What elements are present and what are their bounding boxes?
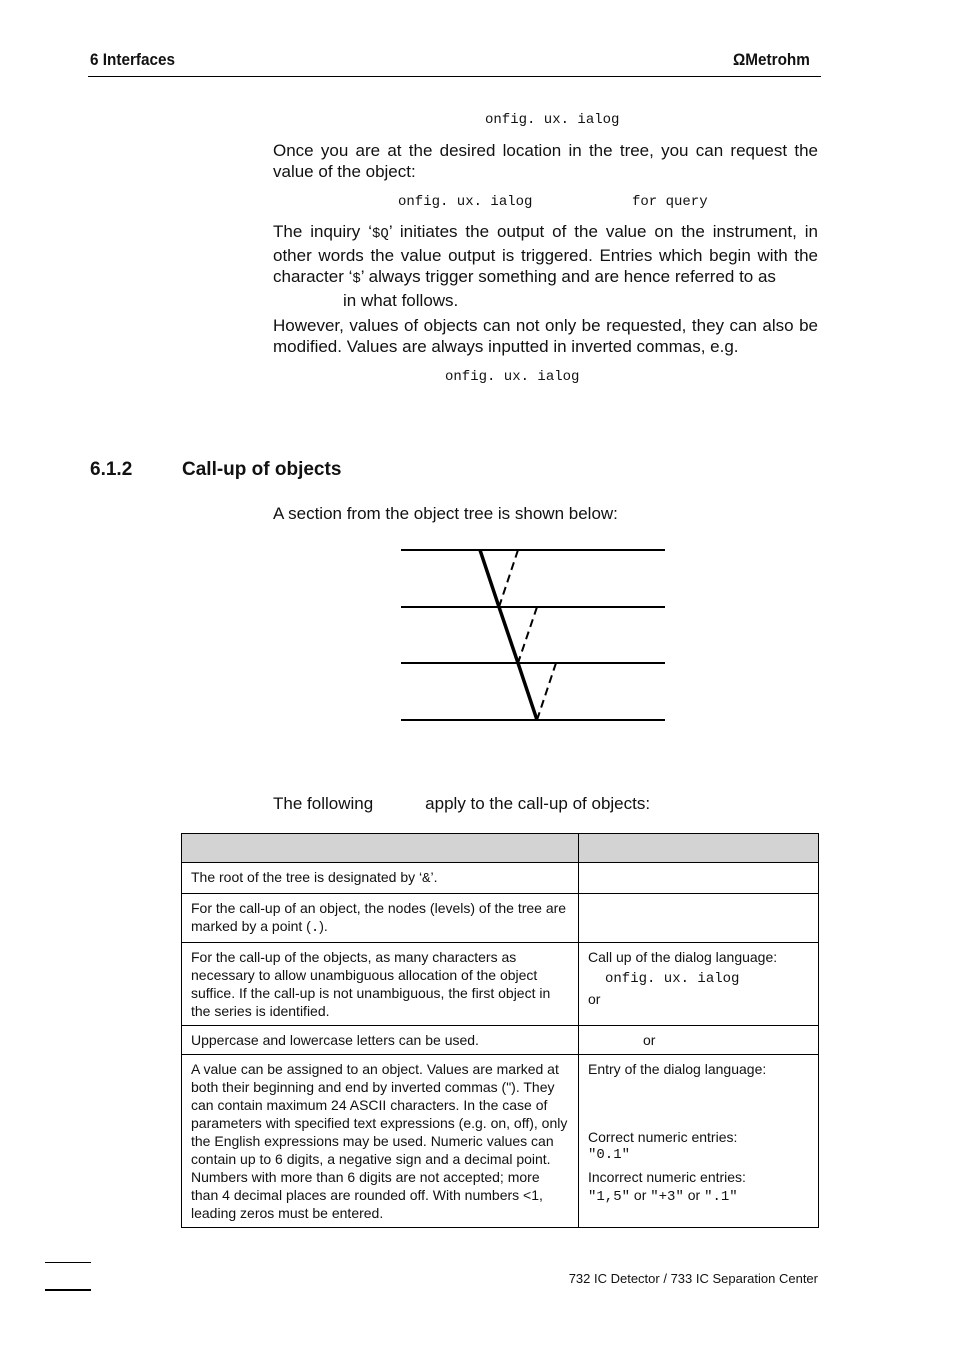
paragraph-inquiry-text-a: The inquiry ‘	[273, 222, 372, 241]
incorrect-code-2: "+3"	[650, 1189, 684, 1205]
rule-text-end: ’.	[430, 869, 438, 885]
header-rule	[88, 76, 821, 77]
tree-branch-dashed-2	[518, 607, 537, 663]
incorrect-examples	[588, 1186, 809, 1206]
rules-intro-a: The following	[273, 794, 374, 813]
example-cell	[579, 863, 819, 894]
example-or: or	[588, 991, 601, 1007]
example-cell	[579, 1055, 819, 1228]
example-cell	[579, 894, 819, 943]
table-header-example	[579, 834, 819, 863]
incorrect-code-1: "1,5"	[588, 1189, 631, 1205]
paragraph-inquiry-text-c: ’ always trigger something and are hence referred to as	[360, 267, 776, 286]
metrohm-logo: ΩMetrohm	[733, 50, 810, 69]
rule-code: .	[310, 920, 320, 936]
example-label: Entry of the dialog language:	[588, 1061, 767, 1077]
rule-cell: A value can be assigned to an object. Values are marked at both their beginning and end by inverted commas ("). They can contain maximum 24 ASCII characters. In the case of parameters with specified text expressions (e.g. on, off), only the English expressions may be used. Numeric values can contain up to 6 digits, a negative sign and a decimal point. Numbers with more than 6 digits are not accepted; more than 4 decimal places are rounded off. With numbers <1, leading zeros must be entered.	[182, 1055, 579, 1228]
table-header-row	[182, 834, 819, 863]
section-title: Call-up of objects	[182, 459, 342, 480]
paragraph-inquiry-text-d: in what follows.	[343, 291, 459, 310]
table-row	[182, 863, 819, 894]
example-label: Call up of the dialog language:	[588, 949, 778, 965]
rule-text: The root of the tree is designated by ‘	[191, 869, 423, 885]
rule-text-end: ).	[319, 918, 328, 934]
tree-branch-dashed-3	[537, 663, 556, 720]
rules-table	[181, 833, 819, 1228]
rules-intro	[273, 794, 650, 814]
tree-branch-solid-1	[480, 550, 499, 607]
incorrect-label: Incorrect numeric entries:	[588, 1169, 746, 1185]
table-row	[182, 943, 819, 1026]
paragraph-inquiry	[273, 221, 818, 311]
table-row	[182, 1055, 819, 1228]
incorrect-code-3: ".1"	[704, 1189, 738, 1205]
paragraph-modify: However, values of objects can not only be requested, they can also be modified. Values are always inputted in inverted commas, e.g.	[273, 316, 818, 356]
tree-branch-solid-3	[518, 663, 537, 720]
rule-cell	[182, 863, 579, 894]
table-header-rule	[182, 834, 579, 863]
rule-cell	[182, 894, 579, 943]
example-cell	[579, 943, 819, 1026]
rules-intro-b: apply to the call-up of objects:	[425, 794, 651, 813]
tree-branch-solid-2	[499, 607, 518, 663]
example-or: or	[643, 1032, 656, 1048]
table-row	[182, 894, 819, 943]
table-row	[182, 1026, 819, 1055]
code-example-3: onfig. ux. ialog	[445, 369, 580, 385]
rule-code: &	[422, 871, 431, 887]
footer-rule-top	[45, 1262, 91, 1263]
example-code: onfig. ux. ialog	[605, 971, 740, 987]
footer-product-name: 732 IC Detector / 733 IC Separation Center	[568, 1271, 818, 1286]
incorrect-or-1: or	[633, 1187, 647, 1203]
paragraph-query-intro: Once you are at the desired location in the tree, you can request the value of the object:	[273, 141, 818, 181]
object-tree-diagram	[400, 545, 668, 727]
tree-intro-text: A section from the object tree is shown below:	[273, 504, 618, 523]
paragraph-inquiry-text-b: ’ initiates the output of the value on the instrument, in other words the value output is triggered. Entries which begin with the character ‘	[273, 222, 818, 286]
footer-rule-bottom	[45, 1289, 91, 1291]
code-example-1: onfig. ux. ialog	[485, 112, 620, 128]
correct-code: "0.1"	[588, 1147, 631, 1163]
rule-cell: Uppercase and lowercase letters can be used.	[182, 1026, 579, 1055]
rule-cell: For the call-up of the objects, as many characters as necessary to allow unambiguous allocation of the object suffice. If the call-up is not unambiguous, the first object in the series is identified.	[182, 943, 579, 1026]
code-example-2: onfig. ux. ialog	[398, 194, 533, 210]
tree-branch-dashed-1	[499, 550, 518, 607]
example-cell	[579, 1026, 819, 1055]
inquiry-code: $Q	[372, 226, 389, 242]
correct-label: Correct numeric entries:	[588, 1129, 738, 1145]
code-example-2-comment: for query	[632, 194, 708, 210]
section-number: 6.1.2	[90, 459, 133, 480]
rule-text: For the call-up of an object, the nodes (levels) of the tree are marked by a point (	[191, 900, 567, 934]
dollar-code: $	[352, 271, 361, 287]
chapter-title: 6 Interfaces	[90, 50, 176, 69]
incorrect-or-2: or	[687, 1187, 701, 1203]
